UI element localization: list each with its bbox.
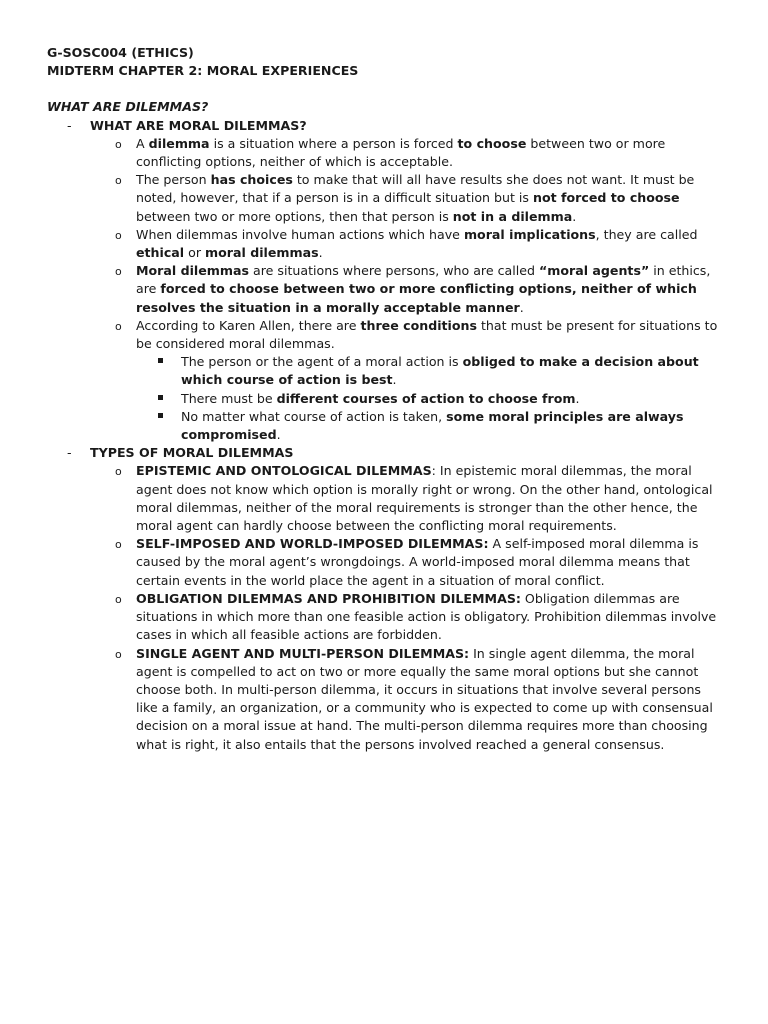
circle-bullet: o: [115, 174, 122, 188]
bold-text: dilemma: [148, 135, 210, 151]
text: or: [184, 245, 206, 261]
text: Obligation dilemmas are situations in which more than one feasible action is obligatory. Prohibition dilemmas involve cases in which all feasible actions are forbidden.: [136, 590, 717, 643]
bold-text: obliged to make a decision about which course of action is best: [181, 354, 699, 388]
sub-list-item-text: [181, 391, 580, 406]
list-item: [47, 317, 728, 353]
outline-item-types: [47, 444, 728, 462]
list-item: [47, 226, 728, 262]
square-bullet-icon: [158, 358, 163, 363]
bold-text: SELF-IMPOSED AND WORLD-IMPOSED DILEMMAS:: [136, 536, 489, 552]
sub-list-item-text: [181, 354, 699, 387]
bold-text: three conditions: [360, 317, 477, 333]
bold-text: some moral principles are always compromised: [181, 408, 684, 443]
list-item-text: [136, 263, 710, 314]
dash-bullet: -: [67, 445, 72, 461]
text: .: [392, 372, 397, 388]
bold-text: EPISTEMIC AND ONTOLOGICAL DILEMMAS: [136, 463, 432, 479]
list-item-text: [136, 646, 713, 752]
bold-text: has choices: [210, 172, 293, 188]
outline-item-moral-dilemmas: [47, 117, 728, 135]
text: is a situation where a person is forced: [209, 135, 458, 151]
list-item-text: [136, 591, 716, 642]
square-bullet-icon: [158, 395, 163, 400]
text: A: [136, 135, 149, 151]
list-item-text: [136, 318, 717, 351]
text: are situations where persons, who are called: [249, 263, 539, 279]
list-item-text: [136, 227, 698, 260]
list-item-text: [136, 136, 665, 169]
outline-label: TYPES OF MORAL DILEMMAS: [90, 445, 294, 461]
text: The person: [136, 172, 211, 188]
text: A self-imposed moral dilemma is caused by the moral agent’s wrongdoings. A world-imposed moral dilemma means that certain events in the world place the agent in a situation of moral conflict.: [136, 536, 699, 588]
circle-bullet: o: [115, 228, 122, 242]
bold-text: not in a dilemma: [452, 208, 573, 224]
list-item: [47, 590, 728, 645]
spacer: [47, 80, 728, 98]
text: .: [519, 299, 524, 315]
text: between two or more options, then that person is: [136, 208, 453, 224]
bold-text: OBLIGATION DILEMMAS AND PROHIBITION DILEMMAS:: [136, 590, 521, 606]
bold-text: ethical: [136, 245, 185, 261]
text: that must be present for situations to be considered moral dilemmas.: [136, 317, 718, 352]
course-code: G-SOSC004 (ETHICS): [47, 45, 194, 60]
outline-label: WHAT ARE MORAL DILEMMAS?: [90, 117, 307, 133]
text: in ethics, are: [136, 263, 711, 297]
text: According to Karen Allen, there are: [136, 317, 361, 333]
circle-bullet: o: [115, 137, 122, 151]
text: between two or more conflicting options, neither of which is acceptable.: [136, 135, 666, 170]
moral-dilemmas-list: [47, 135, 728, 444]
bold-text: moral implications: [463, 226, 596, 242]
text: .: [276, 427, 281, 443]
text: : In epistemic moral dilemmas, the moral agent does not know which option is morally right or wrong. On the other hand, ontological moral dilemmas, neither of the moral requirements is stronger than the other hence, the moral agent can hardly choose between the conflicting moral requirements.: [136, 463, 713, 534]
circle-bullet: o: [115, 265, 122, 279]
list-item: [47, 462, 728, 535]
text: In single agent dilemma, the moral agent is compelled to act on two or more equally the same moral options but she cannot choose both. In multi-person dilemma, it occurs in situations that involve several persons like a family, an organization, or a community who is expected to come up with consensual decision on a moral issue at hand. The multi-person dilemma requires more than choosing what is right, it also entails that the persons involved reached a general consensus.: [136, 645, 713, 752]
sub-list-item: [47, 353, 728, 389]
square-bullet-icon: [158, 413, 163, 418]
text: When dilemmas involve human actions which have: [136, 226, 464, 242]
sub-list-item-text: [181, 409, 684, 442]
list-item: [47, 135, 728, 171]
text: No matter what course of action is taken,: [181, 408, 447, 424]
bold-text: “moral agents”: [538, 263, 650, 279]
list-item: [47, 262, 728, 317]
chapter-title: MIDTERM CHAPTER 2: MORAL EXPERIENCES: [47, 63, 359, 79]
bold-text: SINGLE AGENT AND MULTI-PERSON DILEMMAS:: [136, 645, 470, 661]
list-item-text: [136, 463, 713, 533]
list-item-text: [136, 536, 698, 587]
text: to make that will all have results she does not want. It must be noted, however, that if a person is in a difficult situation but is: [136, 172, 695, 206]
list-item: [47, 171, 728, 226]
text: .: [318, 245, 323, 261]
circle-bullet: o: [115, 538, 122, 552]
bold-text: to choose: [457, 135, 527, 151]
bold-text: forced to choose between two or more conflicting options, neither of which resolves the situation in a morally acceptable manner: [136, 281, 697, 315]
circle-bullet: o: [115, 592, 122, 606]
text: .: [572, 208, 577, 224]
circle-bullet: o: [115, 465, 122, 479]
text: There must be: [181, 390, 277, 406]
text: The person or the agent of a moral action is: [181, 354, 463, 370]
bold-text: moral dilemmas: [205, 245, 319, 261]
text: , they are called: [595, 226, 698, 242]
sub-list-item: [47, 390, 728, 408]
circle-bullet: o: [115, 647, 122, 661]
bold-text: Moral dilemmas: [136, 263, 250, 279]
types-list: [47, 462, 728, 753]
dash-bullet: -: [67, 117, 72, 133]
bold-text: not forced to choose: [533, 190, 680, 206]
circle-bullet: o: [115, 319, 122, 333]
section-title: WHAT ARE DILEMMAS?: [47, 99, 209, 115]
list-item-text: [136, 172, 694, 223]
sub-list-item: [47, 408, 728, 444]
list-item: [47, 535, 728, 590]
bold-text: different courses of action to choose from: [276, 390, 576, 406]
text: .: [575, 390, 580, 406]
list-item: [47, 645, 728, 754]
